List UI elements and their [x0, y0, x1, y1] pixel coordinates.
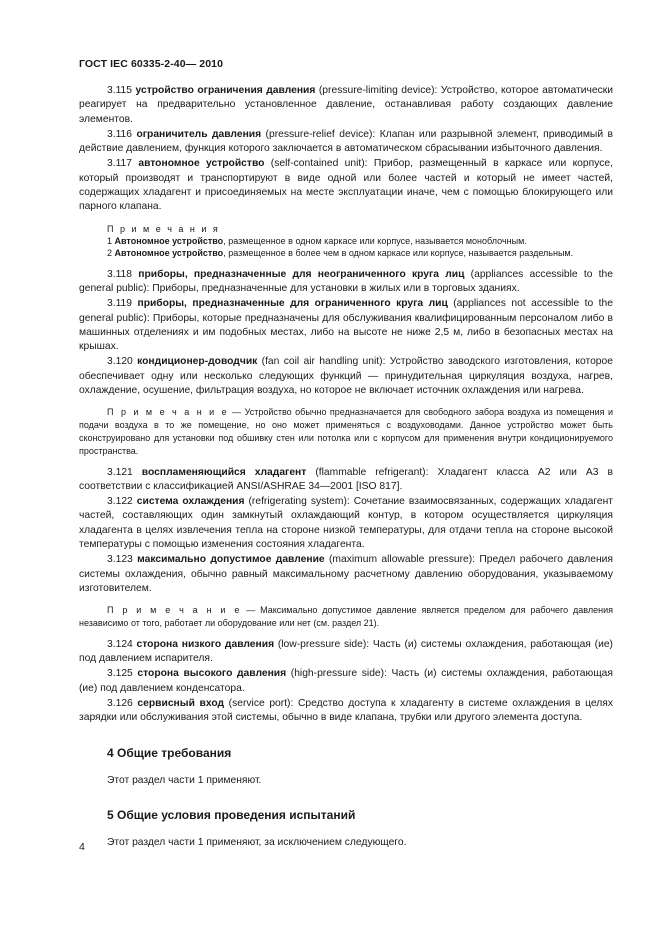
- definition-term: воспламеняющийся хладагент: [141, 466, 307, 478]
- page-number: 4: [79, 841, 85, 853]
- definition-3-120: 3.120 кондиционер-доводчик (fan coil air handling unit): Устройство заводского изготовления, которое обеспечивает одну или несколько следующих функций — принудительная циркуляция воздуха, нагрев, охлаждение, осушение, фильтрация воздуха, но которое не включает источник охлаждения или нагрева.: [79, 356, 613, 397]
- section-5-heading: 5 Общие условия проведения испытаний: [107, 807, 356, 822]
- definition-3-115: 3.115 устройство ограничения давления (pressure-limiting device): Устройство, которое автоматически реагирует на предварительно установленное давление, останавливая работу создающих давление элементов.: [79, 85, 613, 125]
- document-header: ГОСТ IEC 60335-2-40— 2010: [79, 58, 224, 70]
- definition-3-123: 3.123 максимально допустимое давление (maximum allowable pressure): Предел рабочего давления системы охлаждения, обычно равный максимальному расчетному давлению оборудования, указываемому изготовителем.: [79, 554, 613, 594]
- definition-term: ограничитель давления: [136, 128, 262, 140]
- page-content: [79, 84, 613, 850]
- definition-term: автономное устройство: [138, 158, 265, 170]
- note-item-2: 2 Автономное устройство, размещенное в более чем в одном каркасе или корпусе, называется раздельным.: [107, 248, 574, 259]
- definition-3-121: 3.121 воспламеняющийся хладагент (flammable refrigerant): Хладагент класса А2 или А3 в соответствии с классификацией ANSI/ASHRAE 34—2001 [ISO 817].: [79, 466, 613, 492]
- section-5-text: Этот раздел части 1 применяют, за исключением следующего.: [107, 836, 407, 848]
- definition-3-126: 3.126 сервисный вход (service port): Средство доступа к хладагенту в системе охлаждения в целях зарядки или обслуживания этой системы, обычно в виде клапана, трубки или другого элемента доступа.: [79, 697, 613, 724]
- definition-term: система охлаждения: [136, 496, 245, 508]
- definition-term: максимально допустимое давление: [137, 554, 325, 566]
- definition-term: сторона высокого давления: [137, 668, 287, 680]
- definition-term: приборы, предназначенные для неограниченного круга лиц: [138, 268, 465, 280]
- definition-3-117: 3.117 автономное устройство (self-contained unit): Прибор, размещенный в каркасе или корпусе, который производят и транспортируют в виде одной или более частей и который не имеет частей, содержащих хладагент и присоединяемых на месте эксплуатации иначе, чем с помощью блокирующего или парного клапана.: [79, 158, 613, 213]
- note-fan-coil: П р и м е ч а н и е — Устройство обычно предназначается для свободного забора воздуха из помещения и подачи воздуха в то же помещение, но оно может применяться с воздуховодами. Данное устройство может быть сконструировано для установки под обшивку стен или потолка или с корпусом для применения внутри кондиционируемого пространства.: [79, 407, 613, 456]
- definition-3-122: 3.122 система охлаждения (refrigerating system): Сочетание взаимосвязанных, содержащих хладагент частей, составляющих один замкнутый охлаждающий контур, в котором осуществляется циркуляция хладагента в целях извлечения тепла на стороне низкой температуры, для отдачи тепла на стороне высокой температуры с помощью изменения состояния хладагента.: [79, 496, 613, 551]
- definition-term: сторона низкого давления: [136, 638, 275, 650]
- definition-term: приборы, предназначенные для ограниченного круга лиц: [137, 298, 448, 310]
- definition-term: сервисный вход: [137, 697, 225, 709]
- note-item-1: 1 Автономное устройство, размещенное в одном каркасе или корпусе, называется моноблочным.: [107, 235, 527, 246]
- definition-term: кондиционер-доводчик: [137, 356, 258, 368]
- section-4-heading: 4 Общие требования: [107, 745, 232, 760]
- note-max-pressure: П р и м е ч а н и е — Максимально допустимое давление является пределом для рабочего давления независимо от того, работает ли оборудование или нет (см. раздел 21).: [79, 605, 613, 628]
- definition-3-116: 3.116 ограничитель давления (pressure-relief device): Клапан или разрывной элемент, приводимый в действие давлением, функция которого заключается в автоматическом сбрасывании избыточного давления.: [79, 128, 613, 155]
- definition-term: устройство ограничения давления: [135, 85, 316, 96]
- notes-title: П р и м е ч а н и я: [107, 223, 220, 234]
- definition-3-118: 3.118 приборы, предназначенные для неограниченного круга лиц (appliances accessible to the general public): Приборы, предназначенные для установки в жилых или в торговых зданиях.: [79, 268, 613, 294]
- section-4-text: Этот раздел части 1 применяют.: [107, 774, 262, 786]
- definition-3-125: 3.125 сторона высокого давления (high-pressure side): Часть (и) системы охлаждения, работающая (ие) под давлением конденсатора.: [79, 668, 613, 694]
- definition-3-119: 3.119 приборы, предназначенные для ограниченного круга лиц (appliances not accessible to the general public): Приборы, которые предназначены для обслуживания квалифицированным персоналом либо в машинных отделениях и им подобных местах, либо на высоте не ниже 2,5 м, либо в безопасных местах на крышах.: [79, 298, 613, 353]
- definition-3-124: 3.124 сторона низкого давления (low-pressure side): Часть (и) системы охлаждения, работающая (ие) под давлением испарителя.: [79, 638, 613, 665]
